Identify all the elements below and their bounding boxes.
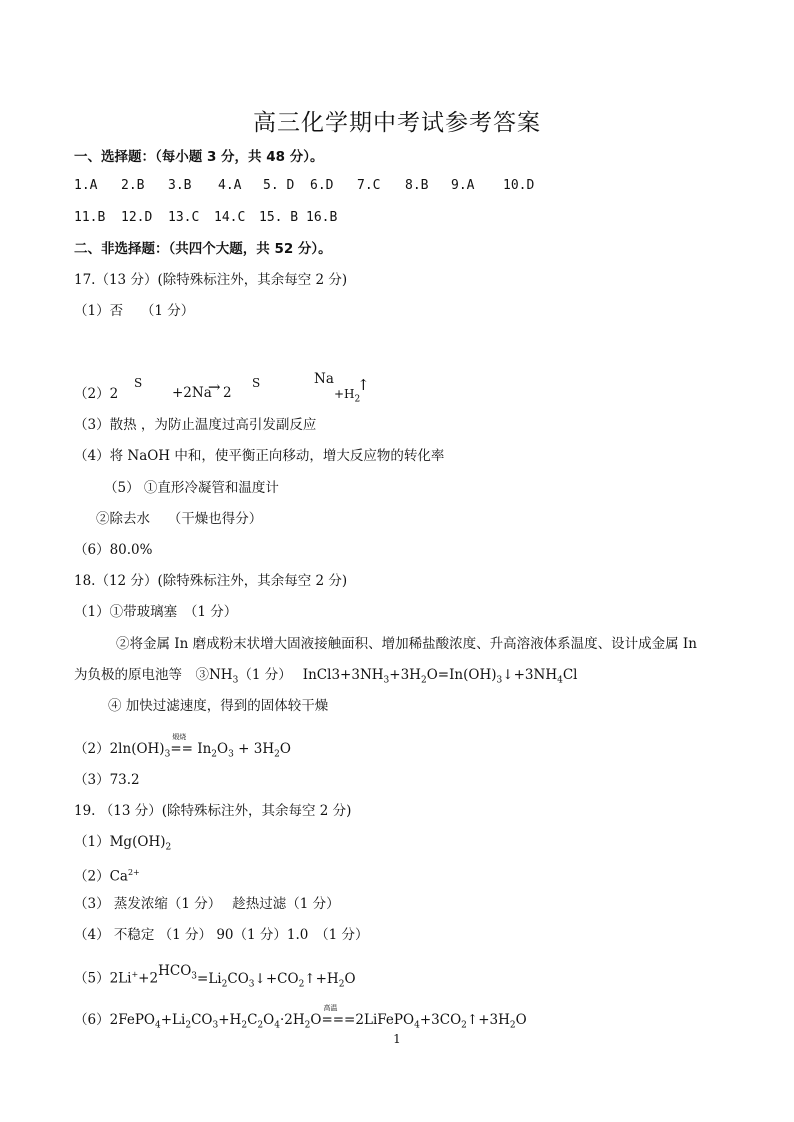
choice-answer: 15. B — [259, 210, 299, 225]
q19-answer-2: $(2)Ca^{2+}$ — [74, 868, 140, 885]
q17-answer-5: （5） ①直形冷凝管和温度计 — [104, 480, 279, 496]
choice-answer: 6.D — [310, 178, 334, 193]
sodium-reagent: +2Na — [172, 385, 212, 401]
page-title: 高三化学期中考试参考答案 — [253, 110, 541, 136]
choice-answer: 3.B — [168, 178, 192, 193]
q17-answer-6: （6）80.0% — [74, 542, 153, 558]
q18-answer-3: （3）73.2 — [74, 772, 140, 788]
q19-answer-1: $(1)Mg(OH)_2$ — [74, 834, 172, 853]
q17-answer-2-prefix: （2）2 — [74, 386, 119, 402]
thiophene-structure — [120, 331, 158, 368]
reaction-condition: 高温 — [323, 1004, 338, 1012]
q19-answer-5: $(5)2Li^++2HCO_3=Li_2CO_3↓+CO_2↑+H_2O$ — [74, 962, 356, 990]
product-coefficient: 2 — [223, 385, 232, 401]
q19-answer-6: $(6)2FePO_4+Li_2CO_3+H_2C_2O_4\cdot 2H_2O$ 高温 $===2LiFePO_4+3CO_2↑+3H_2O$ — [74, 1011, 527, 1035]
page-number: 1 — [393, 1032, 401, 1046]
q18-answer-1d: ④ 加快过滤速度，得到的固体较干燥 — [108, 698, 329, 714]
q19-header: 19. （13 分）(除特殊标注外，其余每空 2 分) — [74, 803, 352, 819]
q17-answer-3: （3）散热 ，为防止温度过高引发副反应 — [74, 417, 317, 433]
section-heading-nonchoice: 二、非选择题：（共四个大题，共 52 分）。 — [74, 241, 332, 257]
choice-answer: 14.C — [214, 210, 246, 225]
q17-header: 17.（13 分）(除特殊标注外，其余每空 2 分) — [74, 272, 348, 288]
choice-answer: 9.A — [451, 178, 475, 193]
sulfur-atom-label: S — [252, 376, 261, 390]
choice-answer: 5. D — [263, 178, 295, 193]
reaction-condition: 煅烧 — [172, 733, 187, 741]
q18-answer-1c: 为负极的原电池等 $③NH_3(1$ 分） $InCl3+3NH_3+3H_2O=In(OH)_3↓+3NH_4Cl$ — [74, 667, 578, 686]
gas-up-arrow: ↑ — [357, 376, 370, 394]
choice-answers-row-1 — [74, 177, 543, 195]
q18-answer-2: $(2)2\ln(OH)_3$ 煅烧 == $In_2O_3 + 3H_2O$ — [74, 740, 291, 764]
choice-answer: 12.D — [121, 210, 153, 225]
q17-answer-5b: ②除去水 （干燥也得分） — [96, 511, 263, 527]
reaction-arrow: → — [208, 378, 221, 396]
q18-header: 18.（12 分）(除特殊标注外，其余每空 2 分) — [74, 573, 348, 589]
q19-answer-3: （3） 蒸发浓缩（1 分） 趁热过滤（1 分） — [74, 896, 340, 912]
choice-answer: 8.B — [405, 178, 429, 193]
choice-answer: 10.D — [503, 178, 535, 193]
choice-answer: 4.A — [218, 178, 242, 193]
q17-answer-4: （4）将 NaOH 中和，使平衡正向移动，增大反应物的转化率 — [74, 448, 445, 464]
hydrogen-product: $+H_2$ — [334, 387, 361, 405]
q17-answer-1: （1）否 （1 分） — [74, 303, 195, 319]
choice-answer: 16.B — [306, 210, 338, 225]
q18-answer-1b: ②将金属 In 磨成粉末状增大固液接触面积、增加稀盐酸浓度、升高溶液体系温度、设计成金属 In — [116, 636, 697, 652]
choice-answer: 13.C — [168, 210, 200, 225]
choice-answer: 11.B — [74, 210, 106, 225]
section-heading-choice: 一、选择题：（每小题 3 分，共 48 分）。 — [74, 149, 324, 165]
sulfur-atom-label: S — [134, 376, 143, 390]
q19-answer-4: （4） 不稳定 （1 分） 90（1 分）1.0 （1 分） — [74, 927, 369, 943]
sodium-thiophene-structure — [238, 331, 306, 378]
choice-answers-row-2 — [74, 209, 346, 227]
sodium-substituent: Na — [314, 371, 334, 387]
choice-answer: 2.B — [121, 178, 145, 193]
choice-answer: 7.C — [357, 178, 381, 193]
q18-answer-1: （1）①带玻璃塞 （1 分） — [74, 604, 238, 620]
choice-answer: 1.A — [74, 178, 98, 193]
